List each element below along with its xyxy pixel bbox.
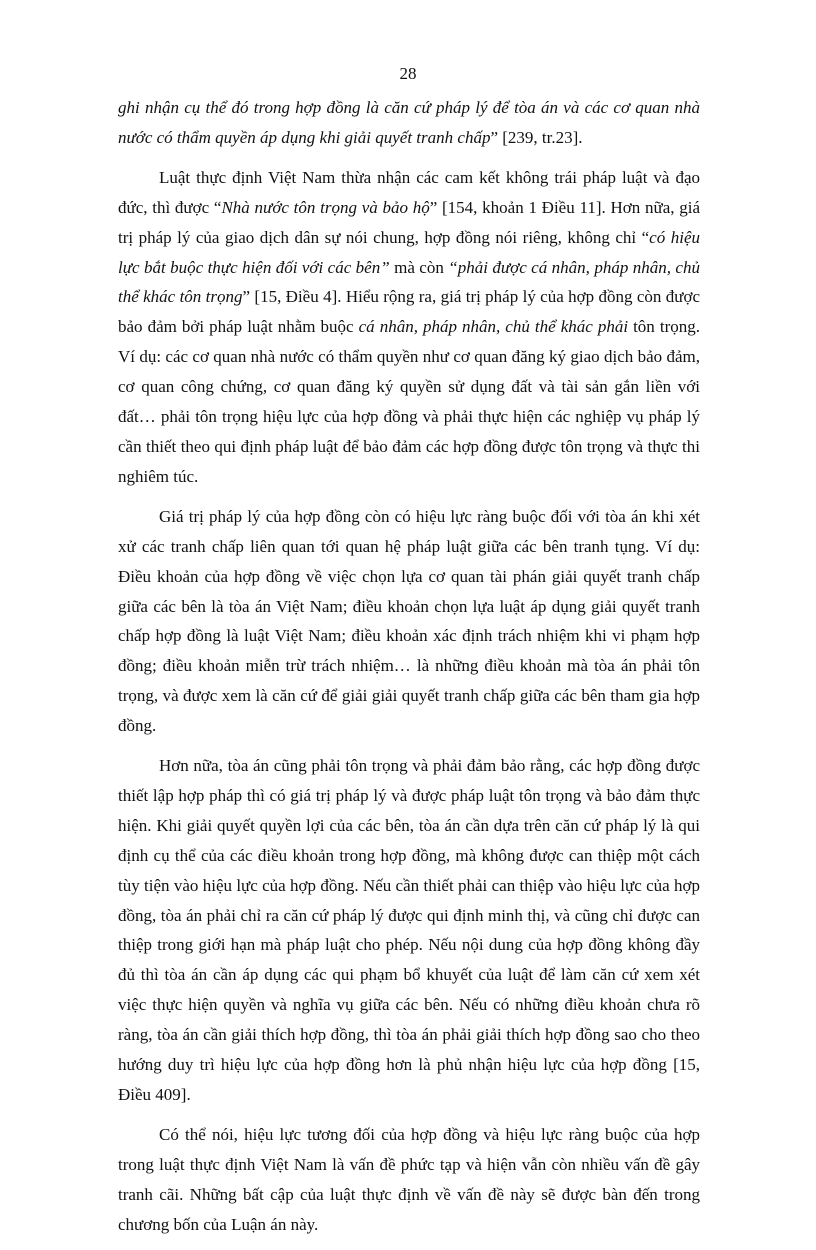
- document-body: [118, 93, 700, 1250]
- italic-phrase: cá nhân, pháp nhân, chủ thể khác phải: [358, 317, 629, 337]
- paragraph-1: Luật thực định Việt Nam thừa nhận các cam kết không trái pháp luật và đạo đức, thì được “Nhà nước tôn trọng và bảo hộ” [154, khoản 1 Điều 11]. Hơn nữa, giá trị pháp lý của giao dịch dân sự nói chung, hợp đồng nói riêng, không chỉ “có hiệu lực bắt buộc thực hiện đối với các bên” mà còn “phải được cá nhân, pháp nhân, chủ thể khác tôn trọng” [15, Điều 4]. Hiểu rộng ra, giá trị pháp lý của hợp đồng còn được bảo đảm bởi pháp luật nhằm buộc cá nhân, pháp nhân, chủ thể khác phải tôn trọng. Ví dụ: các cơ quan nhà nước có thẩm quyền như cơ quan đăng ký giao dịch bảo đảm, cơ quan công chứng, cơ quan đăng ký quyền sử dụng đất và tài sản gắn liền với đất… phải tôn trọng hiệu lực của hợp đồng và phải thực hiện các nghiệp vụ pháp lý cần thiết theo qui định pháp luật để bảo đảm các hợp đồng được tôn trọng và thực thi nghiêm túc.: [118, 167, 701, 486]
- italic-quote: Nhà nước tôn trọng và bảo hộ: [221, 197, 430, 217]
- page-number: 28: [399, 64, 417, 83]
- italic-quote: “phải được cá nhân, pháp nhân, chủ thể khác tôn trọng: [118, 257, 700, 307]
- italic-quote: ghi nhận cụ thể đó trong hợp đồng là căn cứ pháp lý để tòa án và các cơ quan nhà nước có thẩm quyền áp dụng khi giải quyết tranh chấp: [118, 98, 700, 147]
- paragraph-4: Có thể nói, hiệu lực tương đối của hợp đồng và hiệu lực ràng buộc của hợp trong luật thực định Việt Nam là vấn đề phức tạp và hiện vẫn còn nhiều vấn đề gây tranh cãi. Những bất cập của luật thực định về vấn đề này sẽ được bàn đến trong chương bốn của Luận án này.: [118, 1124, 700, 1234]
- paragraph-continuation: ghi nhận cụ thể đó trong hợp đồng là căn cứ pháp lý để tòa án và các cơ quan nhà nước có thẩm quyền áp dụng khi giải quyết tranh chấp” [239, tr.23].: [118, 98, 700, 147]
- paragraph-2: Giá trị pháp lý của hợp đồng còn có hiệu lực ràng buộc đối với tòa án khi xét xử các tranh chấp liên quan tới quan hệ pháp luật giữa các bên tranh tụng. Ví dụ: Điều khoản của hợp đồng về việc chọn lựa cơ quan tài phán giải quyết tranh chấp giữa các bên là tòa án Việt Nam; điều khoản chọn lựa luật áp dụng giải quyết tranh chấp hợp đồng là luật Việt Nam; điều khoản xác định trách nhiệm khi vi phạm hợp đồng; điều khoản miễn trừ trách nhiệm… là những điều khoản mà tòa án phải tôn trọng, và được xem là căn cứ để giải giải quyết tranh chấp giữa các bên tham gia hợp đồng.: [118, 506, 700, 736]
- italic-quote: có hiệu lực bắt buộc thực hiện đối với các bên”: [118, 227, 700, 277]
- paragraph-3: Hơn nữa, tòa án cũng phải tôn trọng và phải đảm bảo rằng, các hợp đồng được thiết lập hợp pháp thì có giá trị pháp lý và được pháp luật tôn trọng và bảo đảm thực hiện. Khi giải quyết quyền lợi của các bên, tòa án cần dựa trên căn cứ pháp lý là qui định cụ thể của các điều khoản trong hợp đồng, mà không được can thiệp một cách tùy tiện vào hiệu lực của hợp đồng. Nếu cần thiết phải can thiệp vào hiệu lực của hợp đồng, tòa án phải chỉ ra căn cứ pháp lý được qui định minh thị, và cũng chỉ được can thiệp trong giới hạn mà pháp luật cho phép. Nếu nội dung của hợp đồng không đầy đủ thì tòa án cần áp dụng các qui phạm bổ khuyết của luật để làm căn cứ xem xét việc thực hiện quyền và nghĩa vụ giữa các bên. Nếu có những điều khoản chưa rõ ràng, tòa án cần giải thích hợp đồng, thì tòa án phải giải thích hợp đồng sao cho theo hướng duy trì hiệu lực của hợp đồng hơn là phủ nhận hiệu lực của hợp đồng [15, Điều 409].: [118, 756, 700, 1104]
